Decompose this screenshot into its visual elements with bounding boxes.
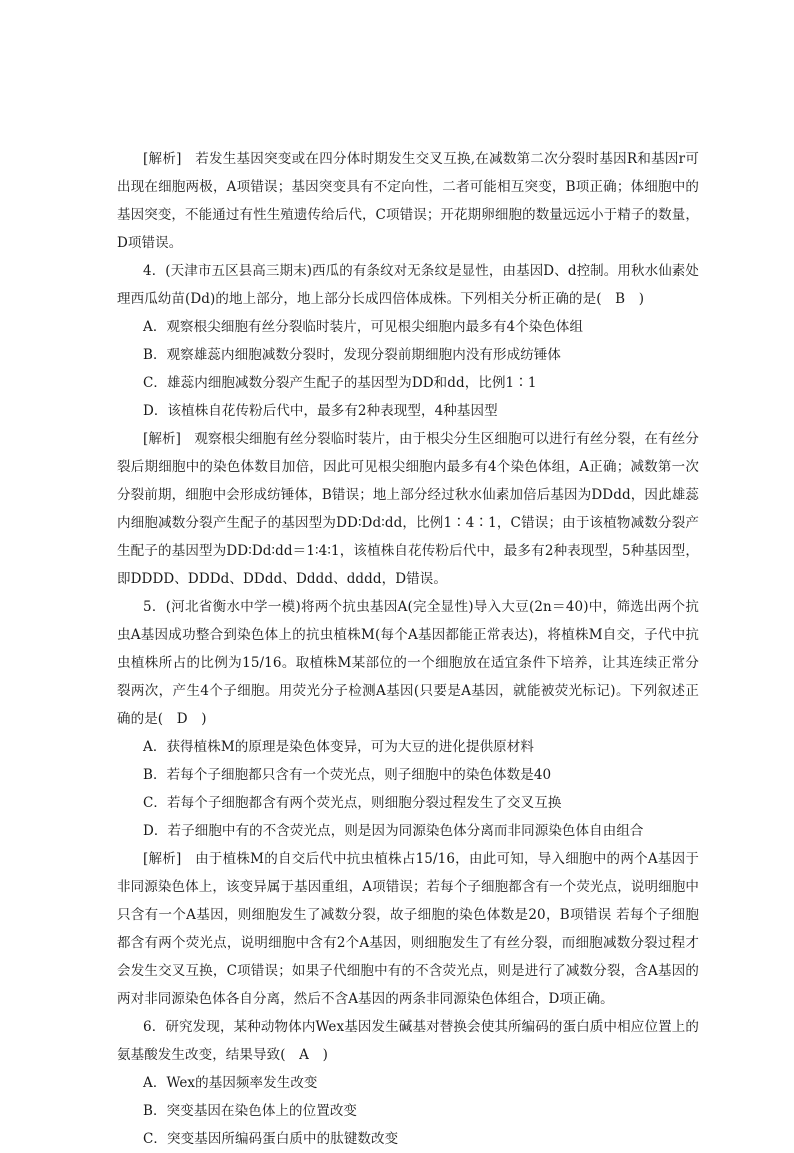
question-4-option-d: D．该植株自花传粉后代中，最多有2种表现型，4种基因型	[143, 403, 498, 419]
question-6: 6．研究发现，某种动物体内Wex基因发生碱基对替换会使其所编码的蛋白质中相应位置上的氨基酸发生改变，结果导致( A )	[117, 1019, 699, 1063]
question-5-option-d: D．若子细胞中有的不含荧光点，则是因为同源染色体分离而非同源染色体自由组合	[143, 823, 644, 839]
question-6-option-a: A．Wex的基因频率发生改变	[143, 1075, 318, 1091]
document-body	[117, 145, 699, 1153]
question-4-option-c: C．雄蕊内细胞减数分裂产生配子的基因型为DD和dd，比例1∶1	[143, 375, 537, 391]
question-4-option-a: A．观察根尖细胞有丝分裂临时装片，可见根尖细胞内最多有4个染色体组	[143, 319, 584, 335]
analysis-paragraph-q5	[117, 845, 699, 1013]
analysis-paragraph-q4	[117, 425, 699, 593]
question-5-option-c: C．若每个子细胞都含有两个荧光点，则细胞分裂过程发生了交叉互换	[143, 795, 562, 811]
question-4-option-b: B．观察雄蕊内细胞减数分裂时，发现分裂前期细胞内没有形成纺锤体	[143, 347, 562, 363]
analysis-tag: [解析]	[143, 431, 182, 447]
question-5: 5．(河北省衡水中学一模)将两个抗虫基因A(完全显性)导入大豆(2n＝40)中，筛选出两个抗虫A基因成功整合到染色体上的抗虫植株M(每个A基因都能正常表达)，将植株M自交，子代中抗虫植株所占的比例为15/16。取植株M某部位的一个细胞放在适宜条件下培养，让其连续正常分裂两次，产生4个子细胞。用荧光分子检测A基因(只要是A基因，就能被荧光标记)。下列叙述正确的是( D )	[117, 599, 699, 727]
analysis-text: 由于植株M的自交后代中抗虫植株占15/16，由此可知，导入细胞中的两个A基因于非同源染色体上，该变异属于基因重组，A项错误；若每个子细胞都含有一个荧光点，说明细胞中只含有一个A基因，则细胞发生了减数分裂，故子细胞的染色体数是20，B项错误 若每个子细胞都含有两个荧光点，说明细胞中含有2个A基因，则细胞发生了有丝分裂，而细胞减数分裂过程才会发生交叉互换，C项错误；如果子代细胞中有的不含荧光点，则是进行了减数分裂，含A基因的两对非同源染色体各自分离，然后不含A基因的两条非同源染色体组合，D项正确。	[117, 851, 699, 1007]
question-5-option-a: A．获得植株M的原理是染色体变异，可为大豆的进化提供原材料	[143, 739, 534, 755]
analysis-text: 观察根尖细胞有丝分裂临时装片，由于根尖分生区细胞可以进行有丝分裂，在有丝分裂后期细胞中的染色体数目加倍，因此可见根尖细胞内最多有4个染色体组，A正确；减数第一次分裂前期，细胞中会形成纺锤体，B错误；地上部分经过秋水仙素加倍后基因为DDdd，因此雄蕊内细胞减数分裂产生配子的基因型为DD∶Dd∶dd，比例1∶4∶1，C错误；由于该植物减数分裂产生配子的基因型为DD∶Dd∶dd＝1∶4∶1，该植株自花传粉后代中，最多有2种表现型，5种基因型，即DDDD、DDDd、DDdd、Dddd、dddd，D错误。	[117, 431, 699, 587]
analysis-tag: [解析]	[143, 151, 182, 167]
question-4: 4．(天津市五区县高三期末)西瓜的有条纹对无条纹是显性，由基因D、d控制。用秋水仙素处理西瓜幼苗(Dd)的地上部分，地上部分长成四倍体成株。下列相关分析正确的是( B )	[117, 263, 699, 307]
question-6-option-b: B．突变基因在染色体上的位置改变	[143, 1103, 358, 1119]
question-5-option-b: B．若每个子细胞都只含有一个荧光点，则子细胞中的染色体数是40	[143, 767, 552, 783]
analysis-paragraph-q3	[117, 145, 699, 257]
analysis-text: 若发生基因突变或在四分体时期发生交叉互换,在减数第二次分裂时基因R和基因r可出现在细胞两极，A项错误；基因突变具有不定向性，二者可能相互突变，B项正确；体细胞中的基因突变，不能通过有性生殖遗传给后代，C项错误；开花期卵细胞的数量远远小于精子的数量，D项错误。	[117, 151, 699, 251]
question-6-option-c: C．突变基因所编码蛋白质中的肽键数改变	[143, 1131, 399, 1147]
analysis-tag: [解析]	[143, 851, 182, 867]
